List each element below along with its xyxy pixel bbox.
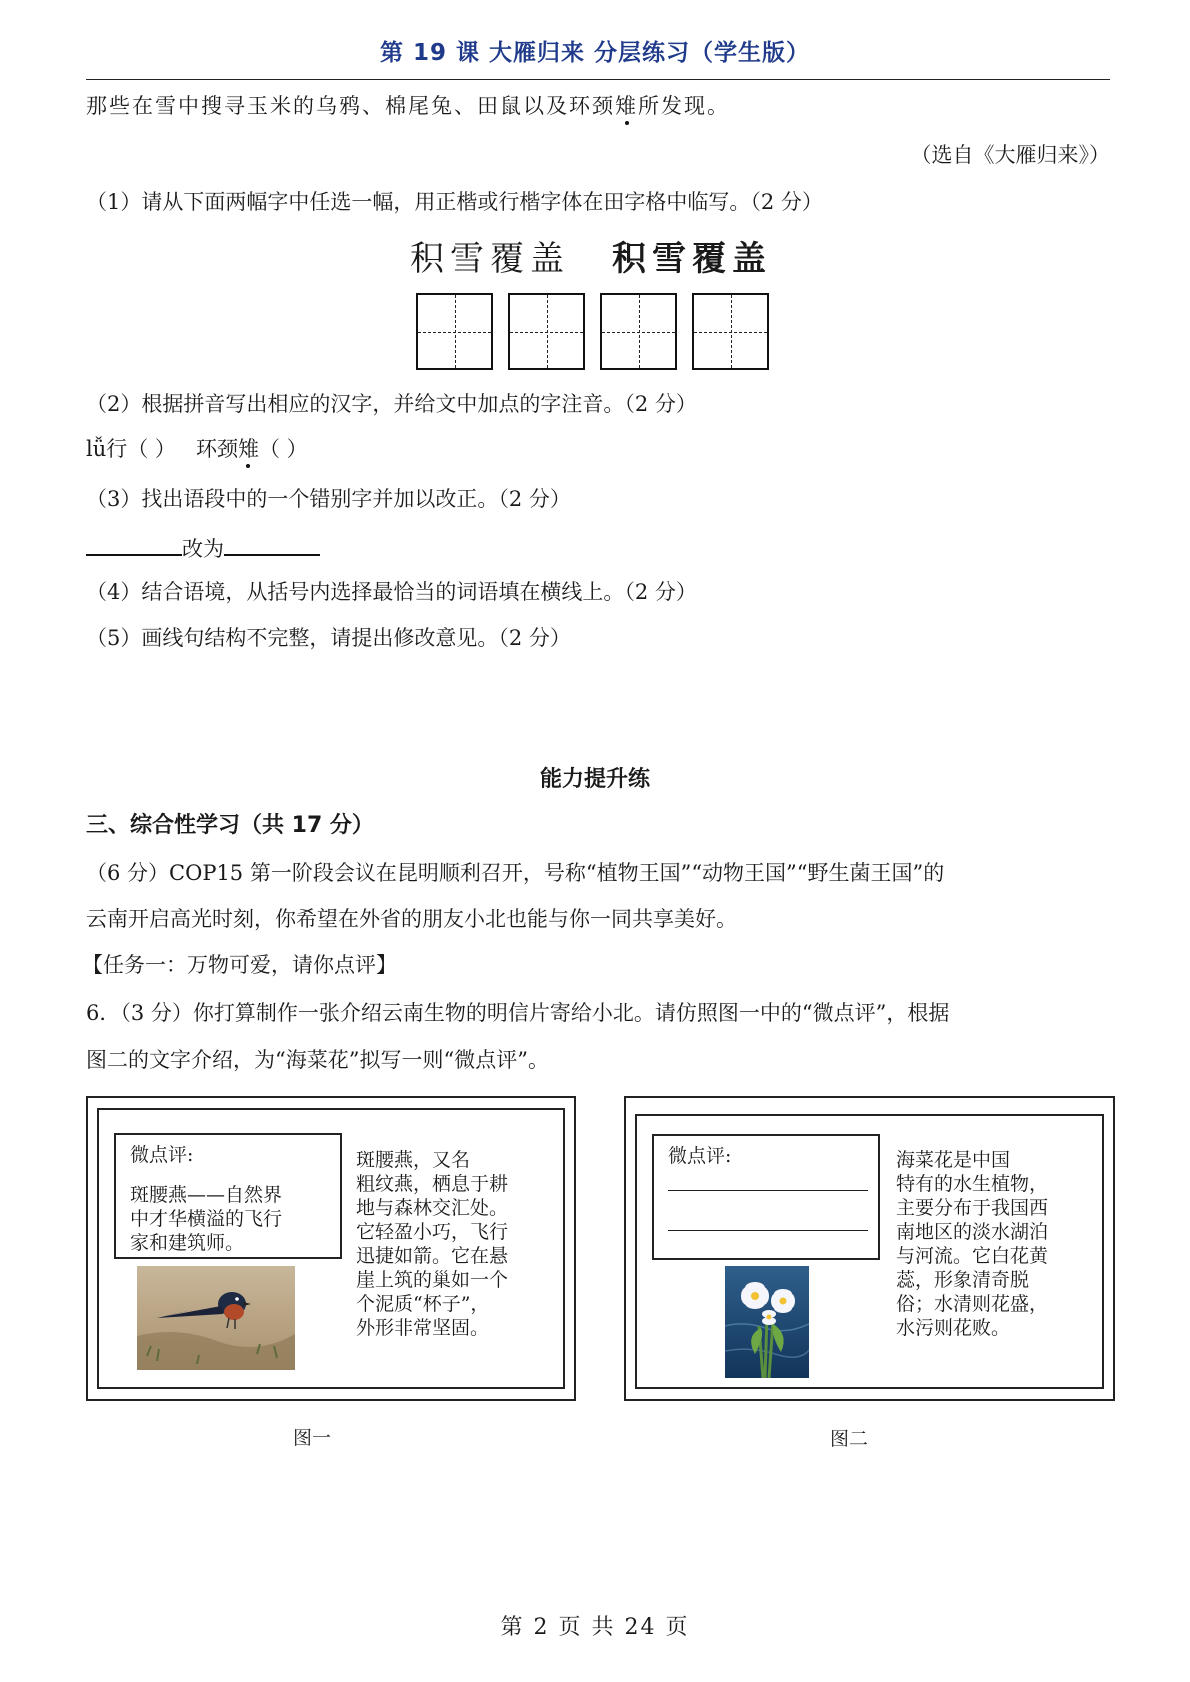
question-2: （2）根据拼音写出相应的汉字，并给文中加点的字注音。（2 分） (86, 392, 697, 416)
figure-2-description-line: 主要分布于我国西 (896, 1197, 1049, 1219)
figure-1-description-line: 它轻盈小巧，飞行 (356, 1221, 509, 1243)
question-1: （1）请从下面两幅字中任选一幅，用正楷或行楷字体在田字格中临写。（2 分） (86, 190, 823, 214)
passage-source: （选自《大雁归来》） (910, 143, 1110, 167)
intro-line-1: （6 分）COP15 第一阶段会议在昆明顺利召开，号称“植物王国”“动物王国”“野生菌王国”的 (86, 861, 945, 885)
figure-2-description-line: 南地区的淡水湖泊 (896, 1221, 1049, 1243)
figure-1-caption: 图一 (293, 1427, 332, 1449)
question-4: （4）结合语境，从括号内选择最恰当的词语填在横线上。（2 分） (86, 580, 697, 604)
tian-grid-box-1[interactable] (416, 293, 493, 370)
comment-answer-line[interactable] (668, 1190, 868, 1191)
question-5: （5）画线句结构不完整，请提出修改意见。（2 分） (86, 626, 571, 650)
figure-2-description-line: 特有的水生植物， (896, 1173, 1049, 1195)
change-to-label: 改为 (182, 537, 224, 561)
figure-1-comment-line: 家和建筑师。 (130, 1232, 245, 1254)
figure-1-comment-label: 微点评: (130, 1144, 194, 1166)
question-3: （3）找出语段中的一个错别字并加以改正。（2 分） (86, 487, 571, 511)
figure-1-comment-line: 斑腰燕——自然界 (130, 1184, 283, 1206)
figure-2-description-line: 俗；水清则花盛， (896, 1293, 1049, 1315)
figure-2-description-line: 蕊，形象清奇脱 (896, 1269, 1030, 1291)
task-1-title: 【任务一：万物可爱，请你点评】 (82, 953, 397, 977)
question-3-answer-row (86, 530, 320, 564)
correct-char-blank[interactable] (224, 530, 320, 556)
question-6-line-1: 6．（3 分）你打算制作一张介绍云南生物的明信片寄给小北。请仿照图一中的“微点评”，根据 (86, 1001, 950, 1025)
figure-1-description-line: 外形非常坚固。 (356, 1317, 490, 1339)
intro-line-2: 云南开启高光时刻，你希望在外省的朋友小北也能与你一同共享美好。 (86, 907, 737, 931)
figure-2-description-line: 与河流。它白花黄 (896, 1245, 1049, 1267)
pinyin-blank[interactable]: lǚ行（ ） (86, 437, 176, 461)
figure-1-description-line: 地与森林交汇处。 (356, 1197, 509, 1219)
calligraphy-samples (410, 236, 810, 282)
passage-text-end: 所发现。 (638, 94, 730, 118)
figure-2-comment-label: 微点评: (668, 1145, 732, 1167)
dotted-character: 雉 (615, 91, 638, 121)
document-header-title: 第 19 课 大雁归来 分层练习（学生版） (379, 40, 811, 66)
phrase-text: 环颈 (195, 437, 238, 461)
header-divider (86, 79, 1110, 80)
passage-line (86, 91, 730, 121)
figure-2-description-line: 海菜花是中国 (896, 1149, 1011, 1171)
figure-1-comment-box (114, 1133, 342, 1259)
pronunciation-blank[interactable]: （ ） (258, 437, 308, 461)
page-number: 第 2 页 共 24 页 (500, 1615, 690, 1640)
section-heading: 三、综合性学习（共 17 分） (86, 813, 374, 838)
tian-grid-box-3[interactable] (600, 293, 677, 370)
calligraphy-regular-script: 积雪覆盖 (410, 239, 570, 279)
figure-1-description-line: 崖上筑的巢如一个 (356, 1269, 509, 1291)
hai-cai-flower-photo (725, 1266, 809, 1378)
figure-2-comment-box (652, 1134, 880, 1260)
calligraphy-running-script: 积雪覆盖 (612, 239, 772, 279)
figure-1-description-line: 迅捷如箭。它在悬 (356, 1245, 509, 1267)
figure-2-caption: 图二 (830, 1428, 869, 1450)
wrong-char-blank[interactable] (86, 530, 182, 556)
figure-1-description-line: 斑腰燕，又名 (356, 1149, 471, 1171)
dotted-character: 雉 (238, 434, 259, 464)
tian-grid-box-4[interactable] (692, 293, 769, 370)
figure-1-comment-line: 中才华横溢的飞行 (130, 1208, 283, 1230)
figure-1-description-line: 个泥质“杯子”， (356, 1293, 490, 1315)
section-title: 能力提升练 (539, 767, 650, 792)
figure-2-description-line: 水污则花败。 (896, 1317, 1011, 1339)
tian-grid-box-2[interactable] (508, 293, 585, 370)
figure-1-description-line: 粗纹燕，栖息于耕 (356, 1173, 509, 1195)
comment-answer-line[interactable] (668, 1230, 868, 1231)
question-2-answers (86, 434, 308, 464)
figure-2-postcard (624, 1096, 1115, 1401)
passage-text: 那些在雪中搜寻玉米的乌鸦、棉尾兔、田鼠以及环颈 (86, 94, 615, 118)
question-6-line-2: 图二的文字介绍，为“海菜花”拟写一则“微点评”。 (86, 1048, 549, 1072)
figure-1-postcard (86, 1096, 576, 1401)
swallow-photo (137, 1266, 295, 1370)
